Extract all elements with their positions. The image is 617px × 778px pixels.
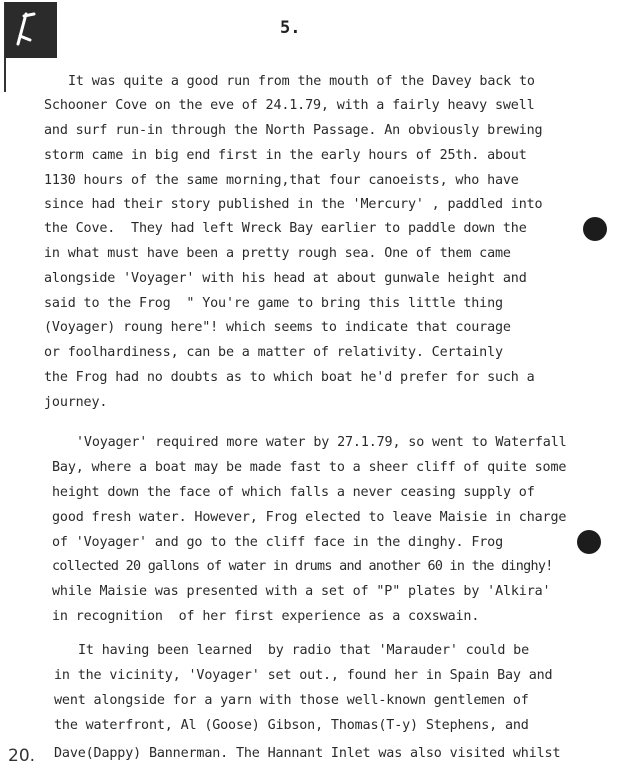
text-line: the Cove. They had left Wreck Bay earlier to paddle down the: [44, 221, 527, 236]
text-line: 'Voyager' required more water by 27.1.79, so went to Waterfall: [76, 435, 567, 450]
punch-hole: [577, 530, 601, 554]
text-line: while Maisie was presented with a set of "P" plates by 'Alkira': [52, 584, 551, 599]
text-line: (Voyager) roung here"! which seems to indicate that courage: [44, 320, 511, 335]
punch-hole: [583, 217, 607, 241]
text-line: or foolhardiness, can be a matter of relativity. Certainly: [44, 345, 503, 360]
text-line: in the vicinity, 'Voyager' set out., found her in Spain Bay and: [54, 668, 553, 683]
text-line: storm came in big end first in the early hours of 25th. about: [44, 148, 527, 163]
text-line: the waterfront, Al (Goose) Gibson, Thomas(T-y) Stephens, and: [54, 718, 529, 733]
text-line: alongside 'Voyager' with his head at about gunwale height and: [44, 271, 527, 286]
text-line: went alongside for a yarn with those well-known gentlemen of: [54, 693, 529, 708]
text-line: height down the face of which falls a never ceasing supply of: [52, 485, 535, 500]
page-number: 5.: [280, 18, 301, 38]
text-line: in what must have been a pretty rough sea. One of them came: [44, 246, 511, 261]
text-line: and surf run-in through the North Passage. An obviously brewing: [44, 123, 543, 138]
text-line: of 'Voyager' and go to the cliff face in the dinghy. Frog: [52, 535, 503, 550]
text-line: good fresh water. However, Frog elected to leave Maisie in charge: [52, 510, 567, 525]
margin-number: 20.: [8, 746, 36, 766]
text-line: journey.: [44, 395, 108, 410]
text-line: collected 20 gallons of water in drums and another 60 in the dinghy!: [52, 559, 553, 574]
text-line: It was quite a good run from the mouth of the Davey back to: [68, 74, 535, 89]
text-line: since had their story published in the 'Mercury' , paddled into: [44, 197, 543, 212]
text-line: Dave(Dappy) Bannerman. The Hannant Inlet was also visited whilst: [54, 746, 561, 761]
text-line: It having been learned by radio that 'Marauder' could be: [78, 643, 529, 658]
flag-logo: [0, 0, 58, 92]
text-line: in recognition of her first experience as a coxswain.: [52, 609, 480, 624]
text-line: 1130 hours of the same morning,that four canoeists, who have: [44, 173, 519, 188]
text-line: the Frog had no doubts as to which boat he'd prefer for such a: [44, 370, 535, 385]
text-line: said to the Frog " You're game to bring this little thing: [44, 296, 503, 311]
text-line: Schooner Cove on the eve of 24.1.79, with a fairly heavy swell: [44, 98, 535, 113]
text-line: Bay, where a boat may be made fast to a sheer cliff of quite some: [52, 460, 567, 475]
